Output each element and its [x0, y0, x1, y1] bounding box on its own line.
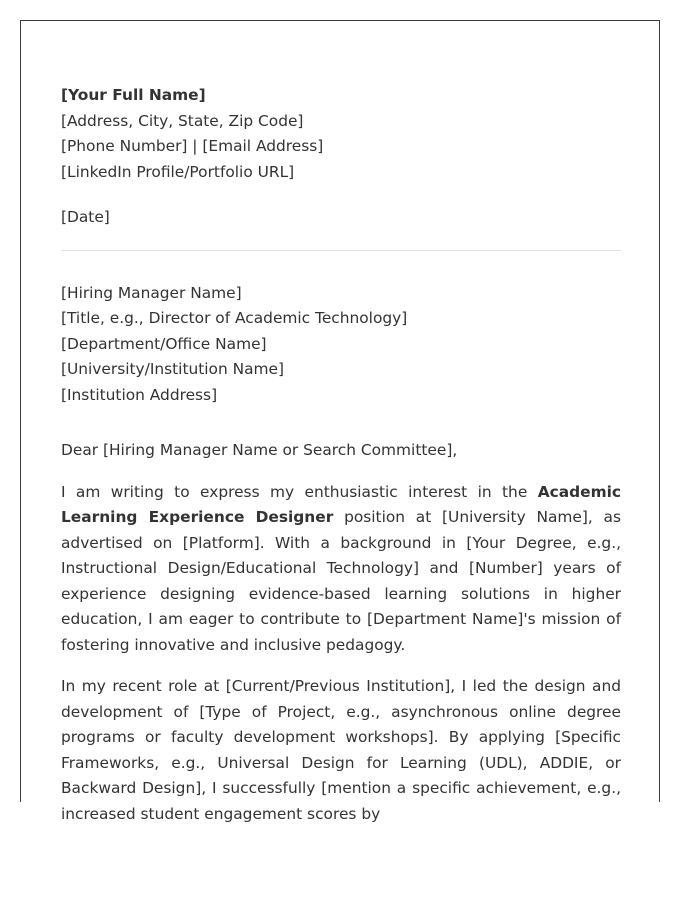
paragraph-1-rest: position at [University Name], as advertised on [Platform]. With a background in [Your Degree, e.g., Instructional Design/Educational Technology] and [Number] years of experience designing evidence-based learning solutions in higher education, I am eager to contribute to [Department Name]'s mission of fostering innovative and inclusive pedagogy.	[61, 508, 621, 654]
recipient-department: [Department/Office Name]	[61, 334, 267, 353]
sender-address: [Address, City, State, Zip Code]	[61, 111, 304, 130]
recipient-block	[61, 281, 621, 409]
paragraph-1-intro: I am writing to express my enthusiastic interest in the	[61, 482, 538, 501]
date-block	[61, 205, 621, 231]
recipient-institution: [University/Institution Name]	[61, 360, 285, 378]
recipient-address: [Institution Address]	[61, 385, 218, 404]
body-paragraph-2: In my recent role at [Current/Previous Institution], I led the design and development of [Type of Project, e.g., asynchronous online degree programs or faculty development workshops]. By applying [Specific Frameworks, e.g., Universal Design for Learning (UDL), ADDIE, or Backward Design], I successfully [mention a specific achievement, e.g., increased student engagement scores by	[61, 677, 621, 823]
recipient-title: [Title, e.g., Director of Academic Technology]	[61, 309, 408, 327]
letter-date: [Date]	[61, 208, 110, 226]
sender-name: [Your Full Name]	[61, 86, 206, 104]
body-paragraph-1	[61, 480, 621, 659]
salutation	[61, 438, 621, 464]
sender-contact: [Phone Number] | [Email Address]	[61, 137, 324, 155]
letter-page	[20, 20, 660, 823]
letter-content	[61, 83, 621, 827]
recipient-name: [Hiring Manager Name]	[61, 283, 242, 302]
position-title: Academic Learning Experience Designer	[61, 482, 621, 526]
sender-linkedin: [LinkedIn Profile/Portfolio URL]	[61, 162, 295, 181]
salutation-text: Dear [Hiring Manager Name or Search Committee],	[61, 441, 458, 459]
divider	[61, 250, 621, 251]
sender-block	[61, 83, 621, 185]
